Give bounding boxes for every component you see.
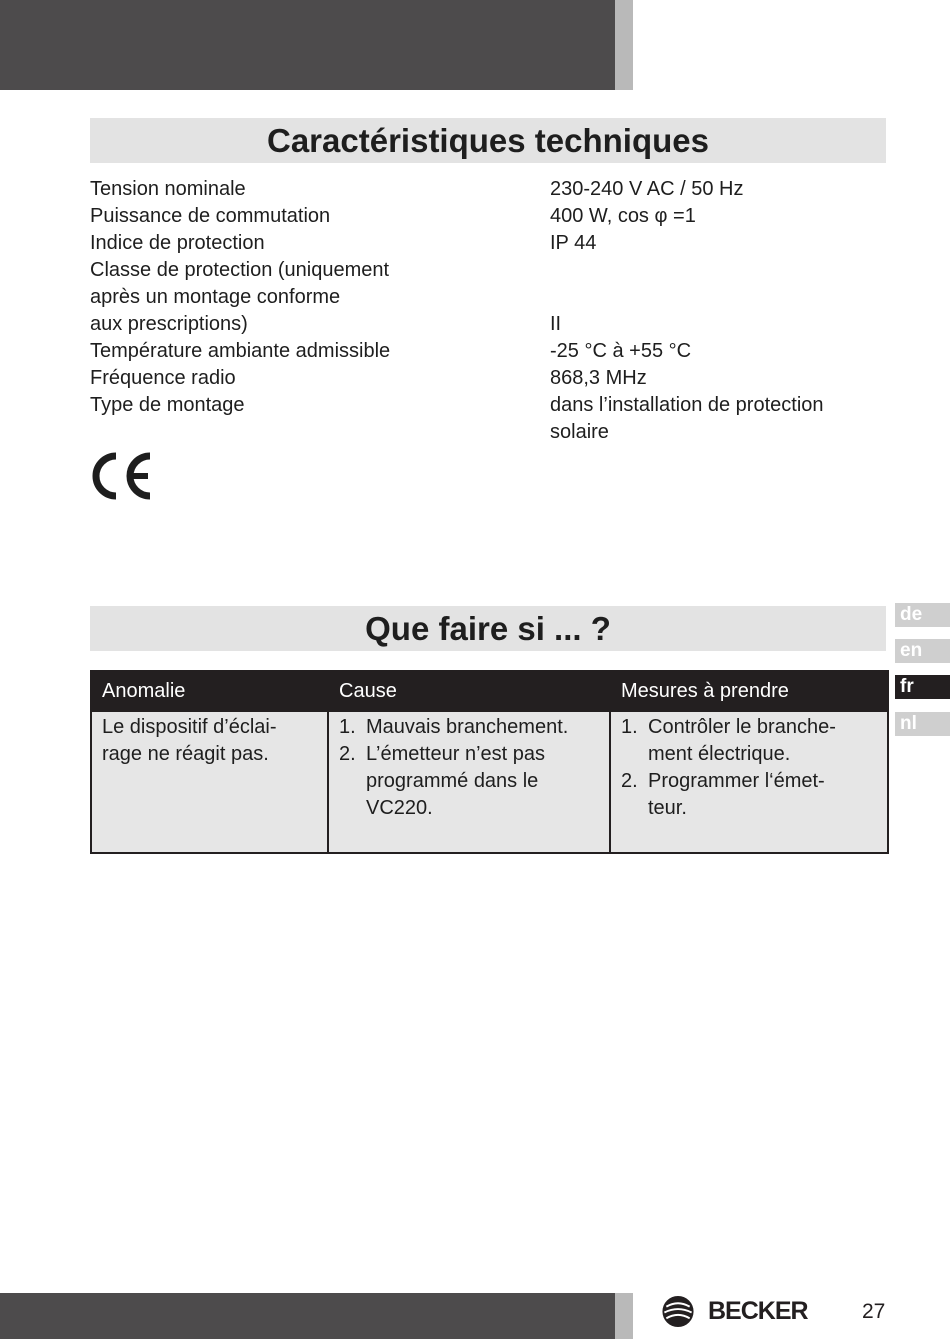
spec-label: Tension nominale: [90, 178, 246, 200]
list-item: 1. Mauvais branchement.: [339, 716, 569, 738]
anomaly-text: Le dispositif d’éclai- rage ne réagit pas.: [102, 716, 277, 765]
spec-label: Puissance de commutation: [90, 205, 331, 227]
spec-value: -25 °C à +55 °C: [550, 340, 692, 362]
spec-row: [90, 230, 890, 257]
spec-row: [90, 392, 890, 443]
table-header-row: [91, 671, 888, 711]
spec-label: Indice de protection: [90, 232, 265, 254]
list-item: 2. Programmer l‘émet- teur.: [621, 770, 825, 819]
top-bar-accent: [615, 0, 633, 90]
bottom-bar-accent: [615, 1293, 633, 1339]
spec-value: 400 W, cos φ =1: [550, 205, 696, 227]
spec-row: [90, 365, 890, 392]
spec-value: 230-240 V AC / 50 Hz: [550, 178, 744, 200]
column-header-measures: Mesures à prendre: [610, 671, 888, 711]
measures-list: [621, 714, 879, 822]
becker-logo-icon: [660, 1294, 696, 1329]
spec-label: Type de montage: [90, 394, 245, 416]
ce-mark-icon: [90, 452, 154, 500]
spec-row: [90, 176, 890, 203]
spec-value: dans l’installation de protection solaire: [550, 394, 824, 443]
tab-nl[interactable]: nl: [895, 712, 950, 736]
spec-row: [90, 257, 890, 338]
page-number: 27: [862, 1300, 886, 1323]
anomaly-cell: [91, 711, 328, 853]
spec-label: Fréquence radio: [90, 367, 236, 389]
spec-label: Température ambiante admissible: [90, 340, 391, 362]
measures-cell: [610, 711, 888, 853]
tech-section-title: Caractéristiques techniques: [90, 118, 886, 163]
bottom-bar: [0, 1293, 615, 1339]
brand-name: BECKER: [708, 1297, 808, 1325]
spec-value: IP 44: [550, 232, 597, 254]
faq-section-title: Que faire si ... ?: [90, 606, 886, 651]
spec-value: II: [550, 313, 562, 335]
cause-cell: [328, 711, 610, 853]
list-item: 2. L’émetteur n’est pas programmé dans le VC220.: [339, 743, 545, 819]
table-row: [91, 711, 888, 853]
spec-row: [90, 203, 890, 230]
column-header-cause: Cause: [328, 671, 610, 711]
top-bar: [0, 0, 615, 90]
troubleshooting-table: [90, 670, 889, 854]
tab-fr[interactable]: fr: [895, 675, 950, 699]
spec-label: Classe de protection (uniquement après un montage conforme aux prescriptions): [90, 259, 390, 335]
cause-list: [339, 714, 601, 822]
tab-en[interactable]: en: [895, 639, 950, 663]
column-header-anomaly: Anomalie: [91, 671, 328, 711]
spec-list: [90, 176, 890, 443]
spec-row: [90, 338, 890, 365]
list-item: 1. Contrôler le branche- ment électrique.: [621, 716, 836, 765]
spec-value: 868,3 MHz: [550, 367, 647, 389]
tab-de[interactable]: de: [895, 603, 950, 627]
